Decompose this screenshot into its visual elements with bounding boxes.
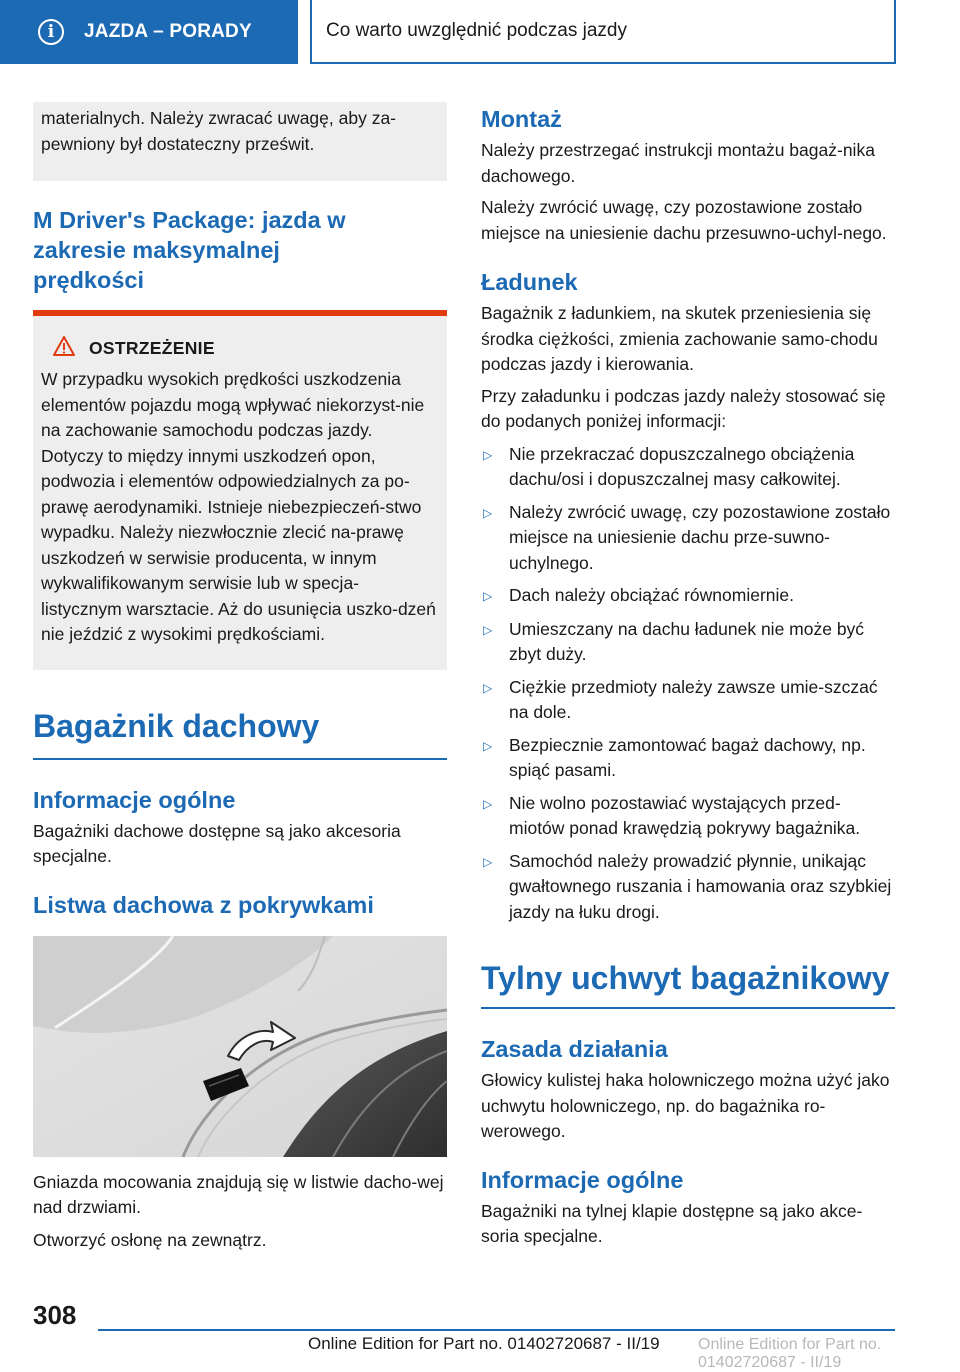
general-info-text: Bagażniki dachowe dostępne są jako akcesoria specjalne.: [33, 820, 401, 866]
photo-caption-2: Otworzyć osłonę na zewnątrz.: [33, 1229, 267, 1250]
roof-rail-photo: [33, 936, 447, 1157]
edition-text: Online Edition for Part no. 01402720687 - II/19: [308, 1334, 660, 1353]
warning-label: OSTRZEŻENIE: [89, 338, 215, 358]
page-number: 308: [33, 1300, 77, 1330]
warning-text: W przypadku wysokich prędkości uszkodzenia elementów pojazdu mogą wpływać niekorzyst-nie na zachowanie samochodu podczas jazdy. Dotyczy to między innymi uszkodzeń opon, podwozia i elementów odpowiedzialnych za po-prawę aerodynamiki. Istnieje niebezpieczeń-stwo wypadku. Należy niezwłocznie zlecić na-prawę uszkodzeń w serwisie producenta, w innym wykwalifikowanym serwisie lub w specja-listycznym warsztacie. Aż do usunięcia uszko-dzeń nie jeździć z wysokimi prędkościami.: [41, 369, 436, 644]
bullet-triangle-icon: ▷: [483, 589, 493, 603]
warning-triangle-icon: [53, 336, 75, 361]
load-bullet-list: [481, 442, 895, 926]
section-tab: [0, 0, 298, 64]
page-title: Co warto uwzględnić podczas jazdy: [310, 0, 896, 64]
mounting-text-1: Należy przestrzegać instrukcji montażu bagaż-nika dachowego.: [481, 140, 875, 186]
load-text-1: Bagażnik z ładunkiem, na skutek przeniesienia się środka ciężkości, zmienia zachowanie samo-chodu podczas jazdy i kierowania.: [481, 303, 878, 374]
footer-rule: [98, 1329, 895, 1331]
list-item: ▷ Ciężkie przedmioty należy zawsze umie-szczać na dole.: [481, 675, 895, 726]
load-heading: Ładunek: [481, 269, 578, 295]
list-item: ▷ Samochód należy prowadzić płynnie, unikając gwałtownego ruszania i hamowania oraz szybkiej jazdy na łuku drogi.: [481, 849, 895, 926]
bullet-triangle-icon: ▷: [483, 447, 493, 462]
general-info-text-right: Bagażniki na tylnej klapie dostępne są jako akce-soria specjalne.: [481, 1200, 863, 1246]
heading-rule: [33, 758, 447, 760]
photo-caption-1: Gniazda mocowania znajdują się w listwie dacho-wej nad drzwiami.: [33, 1171, 444, 1217]
rear-carrier-heading: Tylny uchwyt bagażnikowy: [481, 960, 890, 996]
warning-box: [33, 316, 447, 670]
mounting-heading: Montaż: [481, 106, 562, 132]
list-item: ▷ Umieszczany na dachu ładunek nie może być zbyt duży.: [481, 617, 895, 668]
bullet-triangle-icon: ▷: [483, 680, 493, 695]
general-info-heading: Informacje ogólne: [33, 786, 236, 813]
list-item: ▷ Nie przekraczać dopuszczalnego obciążenia dachu/osi i dopuszczalnej masy całkowitej.: [481, 442, 895, 493]
intro-box: [33, 102, 447, 181]
list-item: ▷ Bezpiecznie zamontować bagaż dachowy, np. spiąć pasami.: [481, 733, 895, 784]
m-package-heading: M Driver's Package: jazda w zakresie maksymalnej prędkości: [33, 207, 346, 293]
right-column: [481, 102, 895, 1250]
left-column: [33, 102, 447, 1253]
bullet-triangle-icon: ▷: [483, 622, 493, 637]
list-item: ▷ Należy zwrócić uwagę, czy pozostawione zostało miejsce na uniesienie dachu prze-suwno-uchylnego.: [481, 500, 895, 577]
bullet-triangle-icon: ▷: [483, 738, 493, 753]
load-text-2: Przy załadunku i podczas jazdy należy stosować się do podanych poniżej informacji:: [481, 385, 886, 431]
watermark: Online Edition for Part no. 01402720687 - II/19: [698, 1336, 882, 1371]
roof-rack-heading: Bagażnik dachowy: [33, 707, 320, 744]
heading-rule: [481, 1007, 895, 1009]
principle-heading: Zasada działania: [481, 1036, 668, 1062]
list-item: ▷ Dach należy obciążać równomiernie.: [481, 583, 895, 610]
info-icon: i: [38, 19, 64, 45]
intro-text: materialnych. Należy zwracać uwagę, aby za-pewniony był dostateczny prześwit.: [41, 108, 397, 154]
list-item: ▷ Nie wolno pozostawiać wystających przed-miotów ponad krawędzią pokrywy bagażnika.: [481, 791, 895, 842]
section-tab-label: JAZDA – PORADY: [84, 21, 252, 42]
roof-rail-heading: Listwa dachowa z pokrywkami: [33, 891, 374, 918]
general-info-heading-right: Informacje ogólne: [481, 1166, 684, 1193]
warning-header: [53, 336, 439, 361]
bullet-triangle-icon: ▷: [483, 796, 493, 811]
principle-text: Głowicy kulistej haka holowniczego można użyć jako uchwytu holowniczego, np. do bagażnika ro-werowego.: [481, 1070, 890, 1141]
bullet-triangle-icon: ▷: [483, 854, 493, 869]
bullet-triangle-icon: ▷: [483, 505, 493, 520]
mounting-text-2: Należy zwrócić uwagę, czy pozostawione zostało miejsce na uniesienie dachu przesuwno-uchyl-nego.: [481, 197, 887, 243]
